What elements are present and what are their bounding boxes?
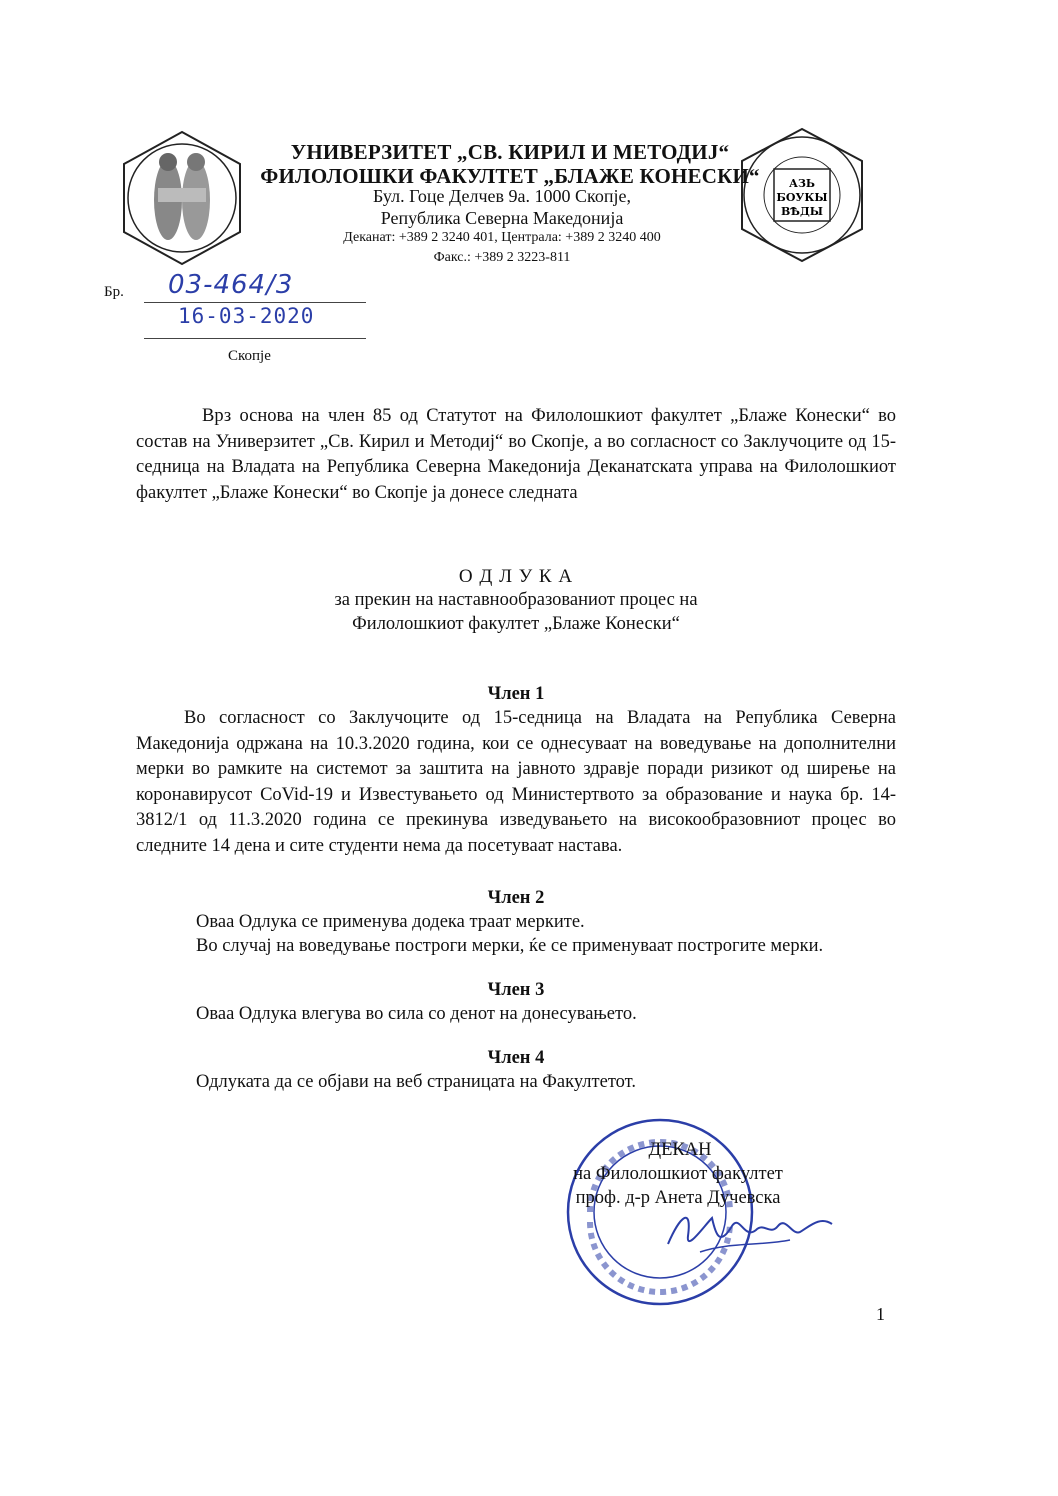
- phone-numbers: Деканат: +389 2 3240 401, Централа: +389 2 3240 400: [343, 230, 661, 245]
- signature-name: проф. д-р Анета Дучевска: [575, 1188, 781, 1208]
- decision-title: О Д Л У К А: [458, 566, 574, 587]
- registry-label: Бр.: [104, 284, 124, 300]
- registry-number-rule: [144, 302, 366, 303]
- address-line-2: Република Северна Македонија: [380, 208, 624, 228]
- article-1-heading: Член 1: [487, 684, 545, 704]
- article-3-heading: Член 3: [487, 980, 545, 1000]
- page-number: 1: [876, 1304, 885, 1324]
- registry-date-rule: [144, 338, 366, 339]
- article-2-line-1: Оваа Одлука се применува додека траат мерките.: [196, 912, 585, 932]
- decision-subtitle-1: за прекин на наставнообразованиот процес на: [334, 590, 698, 610]
- article-4-heading: Член 4: [487, 1048, 545, 1068]
- registry-number: 03-464/3: [168, 270, 294, 300]
- preamble-paragraph: Врз основа на член 85 од Статутот на Филолошкиот факултет „Блаже Конески“ во состав на Универзитет „Св. Кирил и Методиј“ во Скопје, а во согласност со Заклучоците од 15-седница на Владата на Република Северна Македонија Деканатската управа на Филолошкиот факултет „Блаже Конески“ во Скопје ја донесе следната: [136, 406, 896, 503]
- handwritten-signature-icon: [660, 1196, 840, 1268]
- article-2-heading: Член 2: [487, 888, 545, 908]
- article-2-line-2: Во случај на воведување построги мерки, ќе се применуваат построгите мерки.: [196, 936, 824, 956]
- registry-date: 16-03-2020: [178, 304, 315, 328]
- fax-number: Факс.: +389 2 3223-811: [433, 250, 571, 265]
- svg-text:ВѢДЫ: ВѢДЫ: [781, 205, 823, 218]
- registry-city: Скопје: [228, 348, 271, 364]
- signature-title: ДЕКАН: [648, 1140, 712, 1160]
- signature-faculty: на Филолошкиот факултет: [573, 1164, 783, 1184]
- svg-text:БОУКЫ: БОУКЫ: [776, 191, 828, 204]
- article-4-line-1: Одлуката да се објави на веб страницата на Факултетот.: [196, 1072, 636, 1092]
- address-line-1: Бул. Гоце Делчев 9а. 1000 Скопје,: [373, 186, 631, 206]
- article-1-text: Во согласност со Заклучоците од 15-седница на Владата на Република Северна Македонија одржана на 10.3.2020 година, кои се однесуваат на воведување на дополнителни мерки во рамките на системот за заштита на јавното здравје поради ризикот од ширење на коронавирусот CoVid-19 и Известувањето од Министертвото за образование и наука бр. 14-3812/1 од 11.3.2020 година се прекинува изведувањето на високообразовниот процес во следните 14 дена и сите студенти нема да посетуваат настава.: [136, 708, 896, 856]
- faculty-name: ФИЛОЛОШКИ ФАКУЛТЕТ „БЛАЖЕ КОНЕСКИ“: [260, 164, 760, 188]
- decision-subtitle-2: Филолошкиот факултет „Блаже Конески“: [352, 614, 680, 634]
- university-name: УНИВЕРЗИТЕТ „СВ. КИРИЛ И МЕТОДИЈ“: [290, 140, 730, 164]
- article-3-line-1: Оваа Одлука влегува во сила со денот на донесувањето.: [196, 1004, 637, 1024]
- svg-text:АЗЬ: АЗЬ: [789, 177, 815, 190]
